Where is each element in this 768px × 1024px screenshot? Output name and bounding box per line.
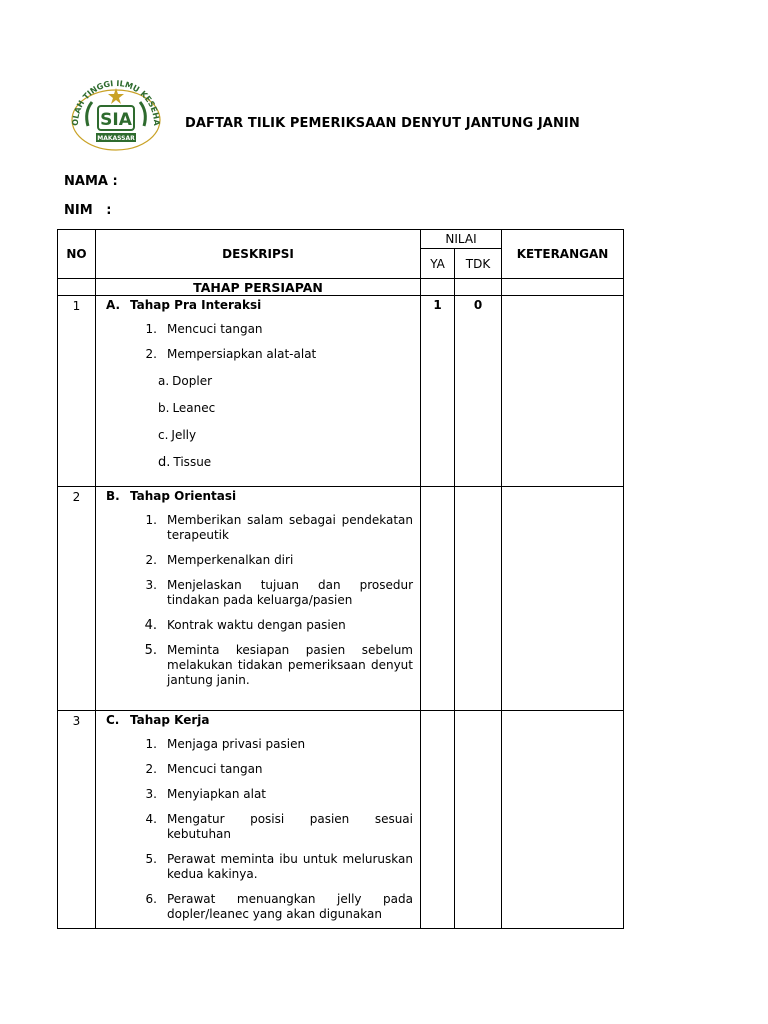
sub-item-letter: a. — [158, 374, 170, 388]
sub-item-letter: d. — [158, 455, 171, 470]
score-tdk: 0 — [455, 296, 502, 487]
list-item — [106, 737, 413, 752]
step-list — [106, 322, 413, 362]
section-heading — [106, 489, 413, 503]
item-text: Mencuci tangan — [167, 322, 263, 336]
item-text: Perawat menuangkan jelly pada dopler/leanec yang akan digunakan — [167, 892, 413, 921]
item-text: Mengatur posisi pasien sesuai kebutuhan — [167, 812, 413, 841]
row-number: 3 — [58, 711, 96, 929]
equipment-list — [106, 374, 413, 470]
keterangan-cell — [502, 711, 624, 929]
list-item — [106, 553, 413, 568]
item-text: Menjelaskan tujuan dan prosedur tindakan pada keluarga/pasien — [167, 578, 413, 607]
nama-label: NAMA : — [64, 174, 118, 189]
row-number: 2 — [58, 487, 96, 711]
list-item — [106, 322, 413, 337]
item-number: 3. — [145, 578, 157, 592]
item-number: 1. — [145, 322, 157, 336]
item-number: 1. — [145, 513, 157, 527]
row-description — [96, 711, 421, 929]
sub-item — [106, 428, 413, 443]
item-number: 2. — [145, 347, 157, 361]
section-heading — [106, 713, 413, 727]
document-title: DAFTAR TILIK PEMERIKSAAN DENYUT JANTUNG JANIN — [185, 116, 580, 131]
item-number: 3. — [145, 787, 157, 801]
list-item — [106, 618, 413, 633]
item-text: Meminta kesiapan pasien sebelum melakukan tidakan pemeriksaan denyut jantung janin. — [167, 643, 413, 687]
step-list — [106, 513, 413, 688]
section-title: Tahap Pra Interaksi — [130, 298, 262, 312]
item-number: 2. — [145, 553, 157, 567]
item-number: 1. — [145, 737, 157, 751]
item-text: Menjaga privasi pasien — [167, 737, 306, 751]
item-text: Kontrak waktu dengan pasien — [167, 618, 346, 632]
nim-field — [64, 203, 111, 218]
sub-item-letter: c. — [158, 428, 169, 442]
stage-empty-keterangan — [502, 279, 624, 296]
list-item — [106, 812, 413, 842]
list-item — [106, 578, 413, 608]
stage-empty-tdk — [455, 279, 502, 296]
header-row — [58, 230, 624, 249]
score-ya — [421, 711, 455, 929]
header-deskripsi: DESKRIPSI — [96, 230, 421, 279]
row-description — [96, 296, 421, 487]
step-list — [106, 737, 413, 922]
section-letter: A. — [106, 298, 121, 312]
item-number: 6. — [145, 892, 157, 906]
item-text: Memberikan salam sebagai pendekatan terapeutik — [167, 513, 413, 542]
item-text: Mempersiapkan alat-alat — [167, 347, 317, 361]
table-row — [58, 296, 624, 487]
nama-field — [64, 174, 118, 189]
sub-item — [106, 401, 413, 416]
section-title: Tahap Orientasi — [130, 489, 237, 503]
header-keterangan: KETERANGAN — [502, 230, 624, 279]
header-no: NO — [58, 230, 96, 279]
score-ya: 1 — [421, 296, 455, 487]
stage-empty-ya — [421, 279, 455, 296]
item-number: 4. — [144, 618, 157, 633]
list-item — [106, 762, 413, 777]
section-title: Tahap Kerja — [130, 713, 210, 727]
section-letter: B. — [106, 489, 120, 503]
sub-item-text: Jelly — [171, 428, 197, 442]
stage-title: TAHAP PERSIAPAN — [96, 279, 421, 296]
keterangan-cell — [502, 487, 624, 711]
sub-item-letter: b. — [158, 401, 170, 415]
score-tdk — [455, 487, 502, 711]
list-item — [106, 643, 413, 688]
sub-item-text: Leanec — [172, 401, 216, 415]
list-item — [106, 852, 413, 882]
institution-logo — [62, 76, 170, 152]
institution-seal-icon — [62, 76, 170, 152]
item-text: Perawat meminta ibu untuk meluruskan kedua kakinya. — [167, 852, 413, 881]
item-number: 4. — [145, 812, 157, 826]
sub-item — [106, 374, 413, 389]
header-ya: YA — [421, 249, 455, 279]
list-item — [106, 513, 413, 543]
item-text: Menyiapkan alat — [167, 787, 267, 801]
section-heading — [106, 298, 413, 312]
item-number: 5. — [144, 643, 157, 658]
stage-empty-no — [58, 279, 96, 296]
row-description — [96, 487, 421, 711]
sub-item — [106, 455, 413, 470]
sub-item-text: Dopler — [172, 374, 213, 388]
score-ya — [421, 487, 455, 711]
list-item — [106, 892, 413, 922]
score-tdk — [455, 711, 502, 929]
keterangan-cell — [502, 296, 624, 487]
table-row — [58, 487, 624, 711]
list-item — [106, 787, 413, 802]
header-nilai: NILAI — [421, 230, 502, 249]
header-tdk: TDK — [455, 249, 502, 279]
checklist-table — [57, 229, 624, 929]
logo-ring-text: OLAH TINGGI ILMU KESEHA — [70, 78, 162, 126]
section-letter: C. — [106, 713, 120, 727]
nim-label: NIM : — [64, 203, 112, 218]
stage-row — [58, 279, 624, 296]
item-number: 2. — [145, 762, 157, 776]
item-text: Memperkenalkan diri — [167, 553, 294, 567]
logo-ribbon-text: MAKASSAR — [97, 135, 135, 142]
sub-item-text: Tissue — [173, 455, 212, 469]
list-item — [106, 347, 413, 362]
row-number: 1 — [58, 296, 96, 487]
logo-monogram: SIA — [100, 110, 132, 130]
item-text: Mencuci tangan — [167, 762, 263, 776]
table-row — [58, 711, 624, 929]
item-number: 5. — [145, 852, 157, 866]
